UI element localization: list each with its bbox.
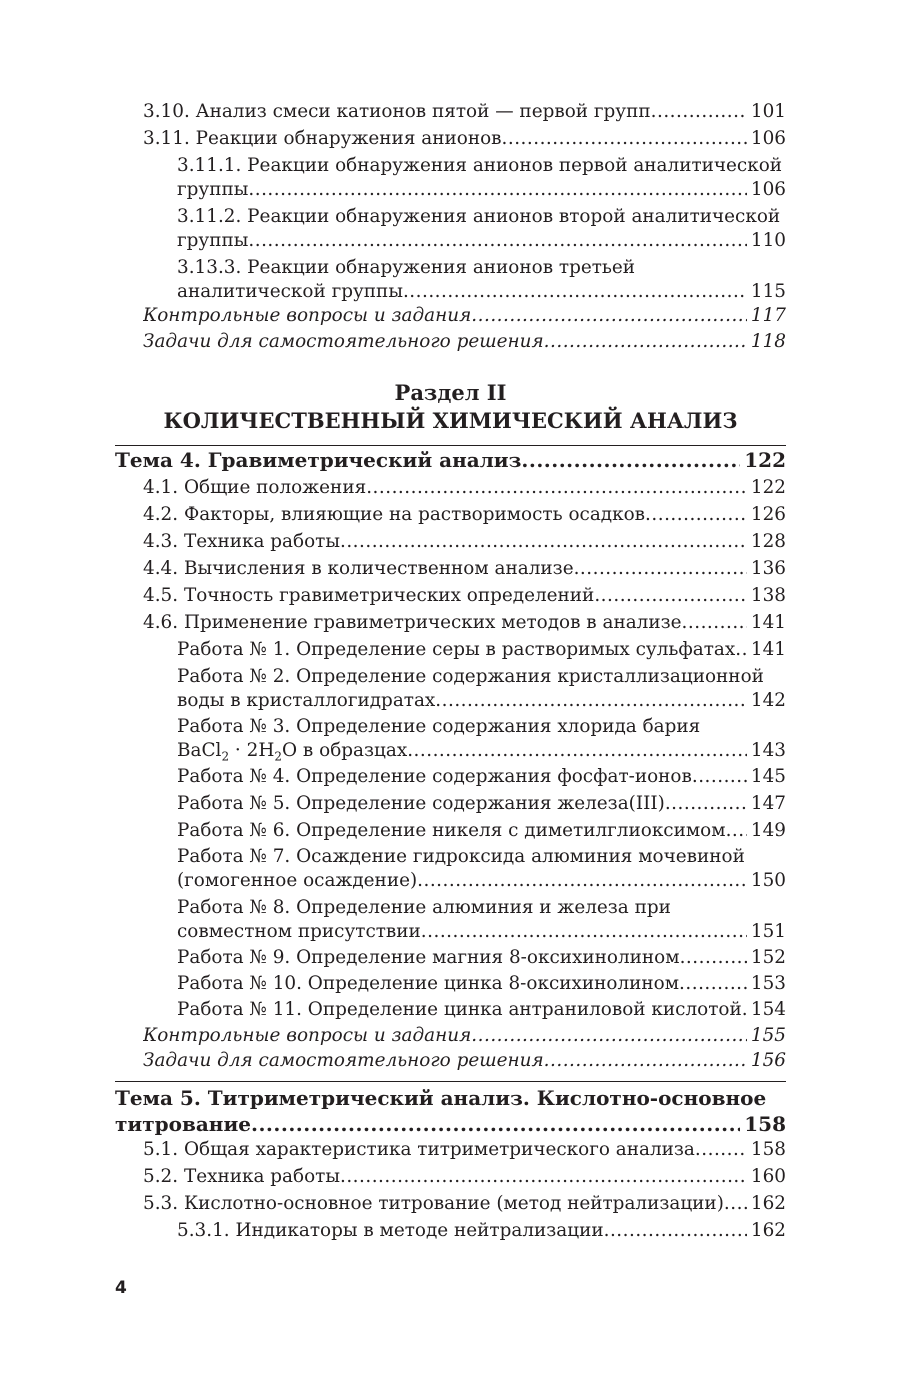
toc-entry-page: 126 — [750, 504, 786, 525]
toc-entry — [143, 611, 786, 635]
toc-entry-page: 151 — [750, 921, 786, 942]
dot-leader — [248, 229, 747, 253]
toc-entry-title: 5.2. Техника работы — [143, 1166, 340, 1187]
toc-entry — [177, 845, 786, 893]
toc-entry-title-cont: совместном присутствии — [177, 921, 421, 942]
toc-entry-title-cont: (гомогенное осаждение) — [177, 870, 418, 891]
dot-leader — [471, 1024, 747, 1048]
toc-entry — [143, 476, 786, 500]
toc-entry-page: 147 — [750, 793, 786, 814]
topic-page: 122 — [744, 448, 786, 472]
toc-entry-page: 158 — [750, 1139, 786, 1160]
toc-entry-title: Работа № 3. Определение содержания хлорида бария — [177, 716, 701, 737]
toc-entry-title: Работа № 1. Определение серы в растворимых сульфатах — [177, 639, 736, 660]
toc-entry-page: 122 — [750, 477, 786, 498]
dot-leader — [251, 1111, 740, 1137]
dot-leader — [645, 503, 747, 527]
chemical-formula: BaCl$_2$ · $2H_2O$ в образцах — [177, 740, 408, 763]
toc-entry — [177, 896, 786, 944]
section-title: Раздел II — [394, 380, 507, 405]
topic-page: 158 — [744, 1112, 786, 1136]
toc-entry-title: Работа № 8. Определение алюминия и железа при — [177, 897, 671, 918]
toc-entry-title-cont: группы — [177, 179, 249, 200]
toc-entry-page: 143 — [750, 740, 786, 761]
toc-entry-page: 118 — [750, 331, 786, 352]
toc-entry — [177, 665, 786, 713]
toc-entry — [143, 530, 786, 554]
dot-leader — [544, 330, 747, 354]
dot-leader — [574, 557, 747, 581]
toc-entry-title: Задачи для самостоятельного решения — [143, 1050, 544, 1071]
toc-entry-page: 136 — [750, 558, 786, 579]
dot-leader — [544, 1049, 747, 1073]
toc-entry-page: 117 — [750, 305, 786, 326]
toc-entry-title: 4.3. Техника работы — [143, 531, 340, 552]
toc-entry-page: 138 — [750, 585, 786, 606]
toc-entry — [177, 765, 786, 789]
toc-entry-page: 153 — [750, 973, 786, 994]
dot-leader — [471, 304, 747, 328]
toc-entry — [143, 304, 786, 328]
toc-entry — [177, 638, 786, 662]
dot-leader — [435, 689, 747, 713]
dot-leader — [248, 178, 747, 202]
toc-entry-title: Контрольные вопросы и задания — [143, 1025, 472, 1046]
toc-entry-page: 115 — [750, 281, 786, 302]
toc-entry-page: 142 — [750, 690, 786, 711]
toc-entry — [177, 1219, 786, 1243]
page-number: 4 — [115, 1278, 127, 1298]
topic-title-cont: титрование — [115, 1112, 251, 1136]
toc-entry-page: 156 — [750, 1050, 786, 1071]
dot-leader — [679, 972, 747, 996]
toc-entry-title: 5.1. Общая характеристика титриметрического анализа — [143, 1139, 695, 1160]
toc-entry-title: Работа № 2. Определение содержания кристаллизационной — [177, 666, 764, 687]
dot-leader — [651, 100, 747, 124]
dot-leader — [726, 819, 747, 843]
toc-entry — [143, 584, 786, 608]
dot-leader — [421, 920, 747, 944]
dot-leader — [594, 584, 747, 608]
toc-entry — [177, 715, 786, 763]
toc-entry-title: Работа № 10. Определение цинка 8-оксихинолином — [177, 973, 680, 994]
toc-entry-title: Работа № 7. Осаждение гидроксида алюминия мочевиной — [177, 846, 745, 867]
topic-heading — [115, 448, 786, 472]
toc-entry — [177, 972, 786, 996]
toc-entry-title: Контрольные вопросы и задания — [143, 305, 472, 326]
dot-leader — [417, 869, 747, 893]
toc-entry-title: Работа № 9. Определение магния 8-оксихинолином — [177, 947, 680, 968]
dot-leader — [724, 1192, 747, 1216]
toc-entry — [177, 205, 786, 253]
dot-leader — [407, 739, 747, 763]
topic-heading — [115, 1085, 786, 1137]
topic-rule — [115, 445, 786, 446]
toc-entry-page: 106 — [750, 179, 786, 200]
toc-entry-title: 3.13.3. Реакции обнаружения анионов третьей — [177, 257, 636, 278]
toc-entry-page: 152 — [750, 947, 786, 968]
dot-leader — [604, 1219, 747, 1243]
toc-entry-title-cont: группы — [177, 230, 249, 251]
toc-entry-title: Работа № 5. Определение содержания железа(III) — [177, 793, 665, 814]
dot-leader — [340, 530, 747, 554]
toc-entry-title: 4.4. Вычисления в количественном анализе — [143, 558, 574, 579]
section-subtitle: КОЛИЧЕСТВЕННЫЙ ХИМИЧЕСКИЙ АНАЛИЗ — [163, 408, 738, 433]
toc-entry — [177, 154, 786, 202]
toc-entry-page: 145 — [750, 766, 786, 787]
toc-entry-title: 5.3.1. Индикаторы в методе нейтрализации — [177, 1220, 604, 1241]
toc-entry — [143, 503, 786, 527]
dot-leader — [403, 280, 747, 304]
toc-entry — [143, 1049, 786, 1073]
toc-entry — [143, 557, 786, 581]
toc-entry — [143, 330, 786, 354]
topic-rule — [115, 1081, 786, 1082]
toc-entry — [143, 1138, 786, 1162]
toc-entry — [177, 792, 786, 816]
dot-leader — [695, 1138, 747, 1162]
dot-leader — [682, 611, 747, 635]
toc-entry-page: 101 — [750, 101, 786, 122]
toc-entry-page: 128 — [750, 531, 786, 552]
toc-entry — [177, 946, 786, 970]
dot-leader — [521, 448, 740, 472]
toc-entry-title: 3.11. Реакции обнаружения анионов — [143, 128, 502, 149]
toc-entry-page: 162 — [750, 1193, 786, 1214]
toc-entry-title: 3.10. Анализ смеси катионов пятой — первой групп — [143, 101, 651, 122]
topic-title: Тема 5. Титриметрический анализ. Кислотно-основное — [115, 1086, 767, 1110]
dot-leader — [502, 127, 747, 151]
toc-entry-title: 5.3. Кислотно-основное титрование (метод нейтрализации) — [143, 1193, 724, 1214]
toc-entry-title: 3.11.2. Реакции обнаружения анионов второй аналитической — [177, 206, 781, 227]
toc-entry-page: 141 — [750, 612, 786, 633]
toc-entry — [143, 1165, 786, 1189]
toc-entry-title: 3.11.1. Реакции обнаружения анионов первой аналитической — [177, 155, 783, 176]
topic-title: Тема 4. Гравиметрический анализ — [115, 448, 522, 472]
toc-entry — [177, 819, 786, 843]
toc-entry-title-cont: воды в кристаллогидратах — [177, 690, 436, 711]
toc-entry-page: 155 — [750, 1025, 786, 1046]
toc-entry — [143, 1024, 786, 1048]
dot-leader — [340, 1165, 747, 1189]
toc-entry — [143, 1192, 786, 1216]
toc-entry-title: Работа № 4. Определение содержания фосфат-ионов — [177, 766, 692, 787]
toc-entry-page: 106 — [750, 128, 786, 149]
toc-entry-title: 4.6. Применение гравиметрических методов в анализе — [143, 612, 682, 633]
toc-entry — [143, 127, 786, 151]
dot-leader — [692, 765, 747, 789]
toc-entry-page: 160 — [750, 1166, 786, 1187]
toc-entry-page: 110 — [750, 230, 786, 251]
toc-entry-page: 141 — [750, 639, 786, 660]
toc-entry — [177, 256, 786, 304]
toc-entry-title-cont: аналитической группы — [177, 281, 403, 302]
toc-entry-title: Работа № 11. Определение цинка антраниловой кислотой — [177, 999, 742, 1020]
toc-entry — [177, 998, 786, 1022]
dot-leader — [366, 476, 747, 500]
toc-entry-page: 149 — [750, 820, 786, 841]
dot-leader — [735, 638, 747, 662]
toc-entry — [143, 100, 786, 124]
dot-leader — [680, 946, 747, 970]
toc-entry-page: 150 — [750, 870, 786, 891]
toc-entry-title: 4.2. Факторы, влияющие на растворимость осадков — [143, 504, 646, 525]
toc-entry-title: Работа № 6. Определение никеля с диметилглиоксимом — [177, 820, 726, 841]
toc-entry-title: Задачи для самостоятельного решения — [143, 331, 544, 352]
toc-entry-title: 4.1. Общие положения — [143, 477, 367, 498]
toc-entry-title: 4.5. Точность гравиметрических определений — [143, 585, 595, 606]
dot-leader — [665, 792, 747, 816]
toc-entry-page: 154 — [750, 999, 786, 1020]
toc-entry-page: 162 — [750, 1220, 786, 1241]
